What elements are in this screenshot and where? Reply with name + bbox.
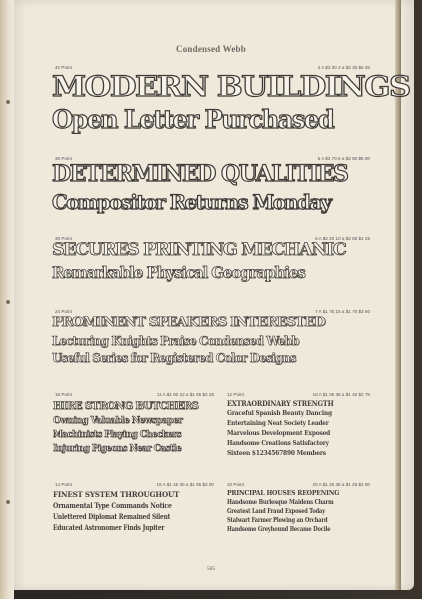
specimen-line: Useful Series for Registered Color Designs <box>52 350 296 365</box>
specimen-line: HIRE STRONG BUTCHERS <box>53 401 199 412</box>
binding-hole <box>6 300 10 304</box>
specimen-line: Greatest Land Fraud Exposed Today <box>227 508 326 515</box>
specimen-line: Educated Astronomer Finds Jupiter <box>53 523 165 532</box>
specimen-line: Graceful Spanish Beauty Dancing <box>227 409 332 417</box>
specimen-line: Compositor Returns Monday <box>52 190 331 214</box>
specimen-line: Lecturing Knights Praise Condensed Webb <box>52 333 299 348</box>
binding-hole <box>6 100 10 104</box>
price-label: 15 A $1 45 30 a $1 55 $3 00 <box>156 482 214 487</box>
specimen-line: FINEST SYSTEM THROUGHOUT <box>53 490 180 499</box>
specimen-line: Owning Valuable Newspaper <box>53 415 183 426</box>
price-label: 18 A $1 05 36 a $1 40 $2 75 <box>312 392 370 397</box>
page-title: Condensed Webb <box>176 44 246 54</box>
specimen-line: Handsome Greyhound Became Docile <box>227 526 331 533</box>
binding-hole <box>6 500 10 504</box>
specimen-line: SECURES PRINTING MECHANIC <box>52 240 346 260</box>
specimen-line: Injuring Pigeons Near Castle <box>53 443 182 454</box>
size-label: 24 Point <box>55 309 72 314</box>
specimen-line: PROMINENT SPEAKERS INTERESTED <box>52 315 325 330</box>
price-label: 20 A $1 25 38 a $1 25 $2 50 <box>312 482 370 487</box>
size-label: 42 Point <box>55 65 72 70</box>
specimen-line: Entertaining Neat Society Leader <box>227 419 329 427</box>
size-label: 12 Point <box>227 392 244 397</box>
specimen-line: MODERN BUILDINGS <box>52 70 410 103</box>
specimen-line: EXTRAORDINARY STRENGTH <box>227 399 334 408</box>
book-spine <box>0 0 14 599</box>
size-label: 30 Point <box>55 236 72 241</box>
price-label: 4 A $3 30 3 a $3 35 $6 25 <box>317 65 370 70</box>
size-label: 18 Point <box>55 392 72 397</box>
page-number: 565 <box>206 566 216 572</box>
specimen-line: DETERMINED QUALITIES <box>52 161 348 187</box>
specimen-line: Remarkable Physical Geographies <box>52 263 305 282</box>
specimen-line: Handsome Creations Satisfactory <box>227 439 329 447</box>
specimen-line: Open Letter Purchased <box>52 105 334 134</box>
specimen-line: Ornamental Type Commands Notice <box>53 501 172 510</box>
specimen-line: Stalwart Farmer Plowing an Orchard <box>227 517 328 524</box>
price-label: 6 A $2 20 10 a $2 65 $4 25 <box>315 236 370 241</box>
price-label: 11 A $1 60 22 a $1 65 $3 25 <box>156 392 214 397</box>
size-label: 36 Point <box>55 156 72 161</box>
specimen-line: Unlettered Diplomat Remained Silent <box>53 512 171 521</box>
specimen-line: PRINCIPAL HOUSES REOPENING <box>227 489 340 497</box>
size-label: 10 Point <box>227 482 244 487</box>
size-label: 14 Point <box>55 482 72 487</box>
price-label: 7 A $1 75 15 a $1 75 $3 50 <box>315 309 370 314</box>
specimen-line: Handsome Burlesque Maidens Charm <box>227 499 334 506</box>
price-label: 5 A $2 70 5 a $2 80 $5 00 <box>317 156 370 161</box>
specimen-line: Sixteen $1234567890 Members <box>227 449 326 457</box>
specimen-line: Marvelous Development Exposed <box>227 429 331 437</box>
specimen-line: Machinists Playing Checkers <box>53 429 181 440</box>
